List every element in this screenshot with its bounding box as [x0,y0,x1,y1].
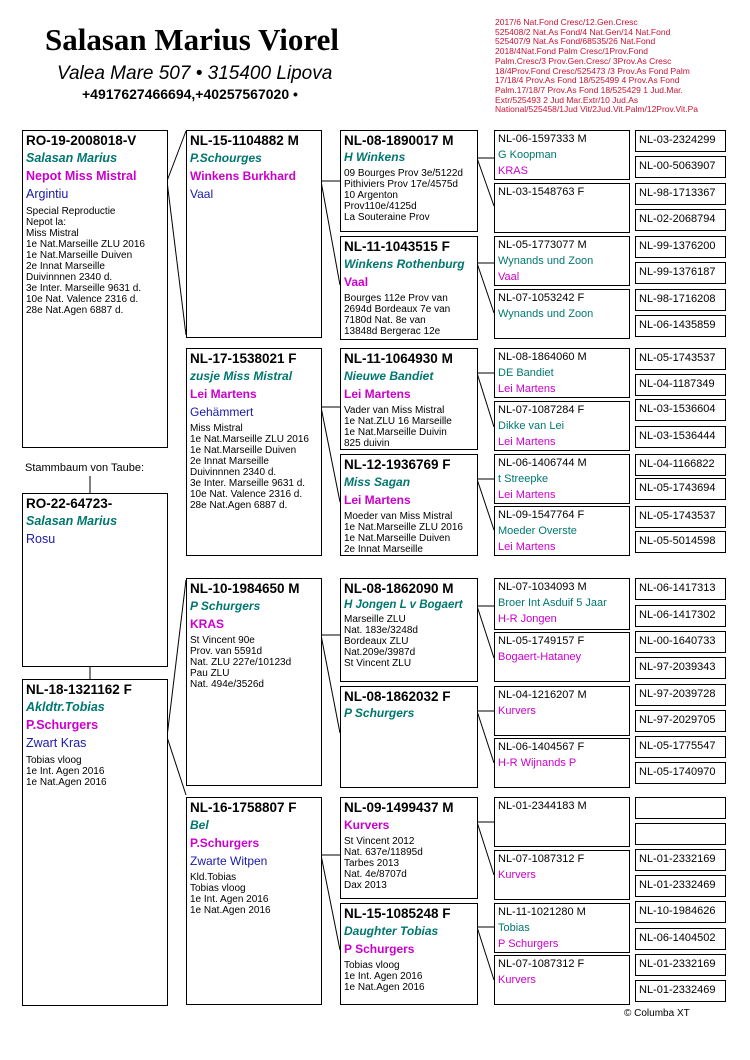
gen4-box[interactable] [494,578,630,630]
gen5-ring: NL-98-1716208 [639,293,716,305]
gen5-box[interactable] [635,684,726,706]
gen5-box[interactable] [635,454,726,476]
gen3-breeder: H Jongen L v Bogaert [344,599,463,611]
gen5-ring: NL-06-1404502 [639,932,716,944]
sire-breeder: Salasan Marius [26,151,118,165]
gen5-box[interactable] [635,531,726,553]
gen2-ring: NL-15-1104882 M [190,133,299,148]
gen3-name: P Schurgers [344,942,415,956]
gen5-ring: NL-01-2332169 [639,853,716,865]
gen4-ring: NL-11-1021280 M [498,906,586,918]
gen3-ring: NL-15-1085248 F [344,906,451,921]
gen2-breeder: zusje Miss Mistral [190,369,293,383]
gen4-ring: NL-06-1406744 M [498,457,587,469]
gen4-name: Vaal [498,271,520,283]
gen5-box[interactable] [635,875,726,897]
gen5-box[interactable] [635,578,726,600]
gen5-box[interactable] [635,762,726,784]
owner-name: Salasan Marius Viorel [45,22,339,57]
gen2-name: Winkens Burkhard [190,169,296,183]
gen5-ring: NL-99-1376187 [639,266,716,278]
gen5-box[interactable] [635,980,726,1002]
gen5-box[interactable] [635,928,726,950]
gen4-ring: NL-04-1216207 M [498,689,587,701]
gen4-name: KRAS [498,165,528,177]
sire-name: Nepot Miss Mistral [26,169,137,183]
gen2-notes: Miss Mistral 1e Nat.Marseille ZLU 2016 1e Nat.Marseille Duiven 2e Innat Marseille Duivinnnen 2340 d. 3e Inter. Marseille 9631 d. 10e Nat. Valence 2316 d. 28e Nat.Agen 6887 d. [190,423,309,511]
gen5-box[interactable] [635,399,726,421]
gen4-breeder: Wynands und Zoon [498,308,594,320]
gen3-name: Lei Martens [344,387,411,401]
gen5-ring: NL-01-2332169 [639,958,716,970]
gen4-ring: NL-07-1087312 F [498,853,585,865]
gen2-color: Gehämmert [190,405,254,419]
gen4-ring: NL-07-1034093 M [498,581,587,593]
gen3-breeder: Nieuwe Bandiet [344,369,434,383]
gen4-box[interactable] [494,903,630,953]
gen3-name: Vaal [344,275,369,289]
gen5-box[interactable] [635,901,726,923]
subject-box[interactable] [22,493,168,667]
gen4-breeder: Moeder Overste [498,525,577,537]
gen5-box[interactable] [635,426,726,448]
gen4-breeder: Tobias [498,922,530,934]
gen2-color: Zwarte Witpen [190,854,268,868]
gen3-ring: NL-11-1064930 M [344,351,453,366]
gen4-name: Kurvers [498,974,536,986]
gen3-box[interactable] [340,348,478,450]
gen2-breeder: Bel [190,818,209,832]
gen5-box[interactable] [635,823,726,845]
subject-breeder: Salasan Marius [26,514,118,528]
gen4-box[interactable] [494,289,630,339]
gen5-ring: NL-99-1376200 [639,240,716,252]
gen4-ring: NL-06-1597333 M [498,133,587,145]
gen4-box[interactable] [494,506,630,556]
gen2-ring: NL-17-1538021 F [190,351,297,366]
gen5-ring: NL-00-5063907 [639,160,716,172]
dam-notes: Tobias vloog 1e Int. Agen 2016 1e Nat.Agen 2016 [26,755,107,788]
gen2-box[interactable] [186,348,322,556]
gen2-name: P.Schurgers [190,836,260,850]
stammbaum-label: Stammbaum von Taube: [25,462,145,474]
gen5-ring: NL-06-1417313 [639,582,716,594]
gen5-box[interactable] [635,130,726,152]
gen2-breeder: P.Schourges [190,151,262,165]
gen4-name: H-R Wijnands P [498,757,577,769]
gen2-color: Vaal [190,187,214,201]
copyright-label: © Columba XT [624,1008,690,1019]
gen2-box[interactable] [186,797,322,1005]
gen2-breeder: P Schurgers [190,599,261,613]
gen4-ring: NL-05-1773077 M [498,239,587,251]
gen4-breeder: G Koopman [498,149,557,161]
gen5-ring: NL-04-1166822 [639,458,715,470]
gen5-ring: NL-05-1743537 [639,352,716,364]
gen5-ring: NL-05-1740970 [639,766,716,778]
gen5-box[interactable] [635,710,726,732]
gen3-notes: Bourges 112e Prov van 2694d Bordeaux 7e van 7180d Nat. 8e van 13848d Bergerac 12e [344,293,451,337]
gen3-box[interactable] [340,903,478,1005]
gen5-box[interactable] [635,289,726,311]
gen5-box[interactable] [635,736,726,758]
gen3-notes: Marseille ZLU Nat. 183e/3248d Bordeaux ZLU Nat.209e/3987d St Vincent ZLU [344,614,418,669]
gen2-notes: St Vincent 90e Prov. van 5591d Nat. ZLU 227e/10123d Pau ZLU Nat. 494e/3526d [190,635,292,690]
gen4-box[interactable] [494,454,630,504]
gen3-notes: St Vincent 2012 Nat. 637e/11895d Tarbes 2013 Nat. 4e/8707d Dax 2013 [344,836,423,891]
gen3-box[interactable] [340,236,478,340]
gen3-ring: NL-08-1862090 M [344,581,454,596]
gen3-notes: Moeder van Miss Mistral 1e Nat.Marseille ZLU 2016 1e Nat.Marseille Duiven 2e Innat Marseille [344,511,463,555]
dam-ring: NL-18-1321162 F [26,682,132,697]
gen4-ring: NL-07-1087312 F [498,958,585,970]
gen5-ring: NL-05-1775547 [639,740,716,752]
subject-ring: RO-22-64723- [26,496,113,511]
gen5-ring: NL-97-2039728 [639,688,716,700]
gen5-box[interactable] [635,506,726,528]
owner-address: Valea Mare 507 • 315400 Lipova [57,63,333,84]
gen5-box[interactable] [635,797,726,819]
gen4-box[interactable] [494,632,630,682]
gen3-breeder: Winkens Rothenburg [344,257,465,271]
gen2-name: KRAS [190,617,225,631]
gen4-name: H-R Jongen [498,613,557,625]
gen4-box[interactable] [494,130,630,180]
gen3-breeder: P Schurgers [344,706,415,720]
gen4-ring: NL-03-1548763 F [498,186,585,198]
gen5-ring: NL-06-1417302 [639,609,716,621]
gen2-ring: NL-16-1758807 F [190,800,297,815]
gen3-notes: 09 Bourges Prov 3e/5122d Pithiviers Prov 17e/4575d 10 Argenton Prov110e/4125d La Souteraine Prov [344,168,463,223]
gen3-ring: NL-11-1043515 F [344,239,450,254]
gen4-breeder: t Streepke [498,473,549,485]
gen5-box[interactable] [635,657,726,679]
gen4-box[interactable] [494,183,630,233]
gen3-name: Kurvers [344,818,390,832]
gen5-box[interactable] [635,236,726,258]
subject-color: Rosu [26,532,56,546]
gen5-ring: NL-10-1984626 [639,905,716,917]
gen4-name: Kurvers [498,705,536,717]
gen3-ring: NL-09-1499437 M [344,800,454,815]
gen5-box[interactable] [635,348,726,370]
owner-phone: +4917627466694,+40257567020 • [82,86,298,102]
gen5-box[interactable] [635,631,726,653]
gen5-ring: NL-05-1743537 [639,510,716,522]
gen5-ring: NL-00-1640733 [639,635,716,647]
sire-box[interactable] [22,130,168,448]
gen5-ring: NL-01-2332469 [639,984,716,996]
gen4-ring: NL-07-1087284 F [498,404,585,416]
gen4-ring: NL-05-1749157 F [498,635,585,647]
gen3-ring: NL-08-1862032 F [344,689,451,704]
gen5-box[interactable] [635,183,726,205]
gen3-box[interactable] [340,130,478,232]
gen3-ring: NL-12-1936769 F [344,457,451,472]
gen5-box[interactable] [635,849,726,871]
dam-breeder: Akldtr.Tobias [26,700,105,714]
gen5-ring: NL-03-1536444 [639,430,716,442]
gen3-breeder: Daughter Tobias [344,924,439,938]
gen3-ring: NL-08-1890017 M [344,133,454,148]
gen4-breeder: Broer Int Asduif 5 Jaar [498,597,607,609]
gen4-ring: NL-08-1864060 M [498,351,587,363]
gen3-box[interactable] [340,797,478,899]
gen4-breeder: Wynands und Zoon [498,255,594,267]
dam-name: P.Schurgers [26,718,99,732]
gen2-notes: Kld.Tobias Tobias vloog 1e Int. Agen 2016 1e Nat.Agen 2016 [190,872,271,916]
gen2-box[interactable] [186,130,322,338]
gen5-ring: NL-06-1435859 [639,319,716,331]
gen3-notes: Tobias vloog 1e Int. Agen 2016 1e Nat.Agen 2016 [344,960,425,993]
gen4-box[interactable] [494,236,630,286]
gen4-box[interactable] [494,850,630,900]
gen5-box[interactable] [635,605,726,627]
gen5-box[interactable] [635,478,726,500]
sire-notes: Special Reproductie Nepot la: Miss Mistral 1e Nat.Marseille ZLU 2016 1e Nat.Marseille Duiven 2e Innat Marseille Duivinnnen 2340 d. 3e Inter. Marseille 9631 d. 10e Nat. Valence 2316 d. 28e Nat.Agen 6887 d. [26,206,145,316]
gen3-box[interactable] [340,454,478,556]
gen4-name: Lei Martens [498,383,556,395]
gen5-ring: NL-97-2029705 [639,714,716,726]
gen5-box[interactable] [635,315,726,337]
gen4-breeder: Dikke van Lei [498,420,565,432]
gen5-ring: NL-01-2332469 [639,879,716,891]
gen2-name: Lei Martens [190,387,257,401]
gen5-ring: NL-97-2039343 [639,661,716,673]
gen4-name: Kurvers [498,869,536,881]
dam-box[interactable] [22,679,168,1006]
gen4-ring: NL-06-1404567 F [498,741,585,753]
gen4-breeder: DE Bandiet [498,367,554,379]
dam-color: Zwart Kras [26,736,87,750]
gen5-ring: NL-03-2324299 [639,134,716,146]
results-summary: 2017/6 Nat.Fond Cresc/12.Gen.Cresc 525408/2 Nat.As Fond/4 Nat.Gen/14 Nat.Fond 525407/9 Nat.As Fond/68535/26 Nat.Fond 2018/4Nat.Fond Palm Cresc/1Prov.Fond Palm.Cresc/3 Prov.Gen.Cresc/ 3Prov.As Cresc 18/4Prov.Fond Cresc/525473 /3 Prov.As Fond Palm 17/18/4 Prov.As Fond 18/525499 4 Prov.As Fond Palm.17/18/7 Prov.As Fond 18/525429 1 Jud.Mar. Extr/525493 2 Jud Mar.Extr/10 Jud.As National/525458/1Jud Vit/2Jud.Vit.Palm/12Prov.Vit.Pa [495,17,699,115]
gen4-ring: NL-09-1547764 F [498,509,585,521]
gen5-box[interactable] [635,156,726,178]
gen4-name: Bogaert-Hataney [498,651,582,663]
gen3-breeder: Miss Sagan [344,475,411,489]
gen3-notes: Vader van Miss Mistral 1e Nat.ZLU 16 Marseille 1e Nat.Marseille Duivin 825 duivin [344,405,452,449]
gen3-box[interactable] [340,578,478,682]
gen2-ring: NL-10-1984650 M [190,581,300,596]
gen5-ring: NL-02-2068794 [639,213,716,225]
gen5-ring: NL-05-5014598 [639,535,716,547]
gen2-box[interactable] [186,578,322,786]
gen4-box[interactable] [494,348,630,398]
sire-ring: RO-19-2008018-V [26,133,137,148]
gen3-name: Lei Martens [344,493,411,507]
gen5-ring: NL-04-1187349 [639,378,715,390]
gen5-box[interactable] [635,209,726,231]
gen5-ring: NL-03-1536604 [639,403,716,415]
gen5-box[interactable] [635,954,726,976]
gen4-name: Lei Martens [498,436,556,448]
gen4-name: Lei Martens [498,489,556,501]
gen3-breeder: H Winkens [344,150,406,164]
gen4-name: P Schurgers [498,938,559,950]
gen4-box[interactable] [494,401,630,451]
gen4-box[interactable] [494,738,630,788]
gen4-box[interactable] [494,955,630,1005]
gen5-ring: NL-98-1713367 [639,187,716,199]
gen4-name: Lei Martens [498,541,556,553]
gen5-box[interactable] [635,374,726,396]
gen5-box[interactable] [635,262,726,284]
gen4-box[interactable] [494,686,630,736]
gen5-ring: NL-05-1743694 [639,482,716,494]
gen3-box[interactable] [340,686,478,788]
gen4-ring: NL-07-1053242 F [498,292,585,304]
gen4-ring: NL-01-2344183 M [498,800,587,812]
sire-color: Argintiu [26,187,69,201]
gen4-box[interactable] [494,797,630,847]
